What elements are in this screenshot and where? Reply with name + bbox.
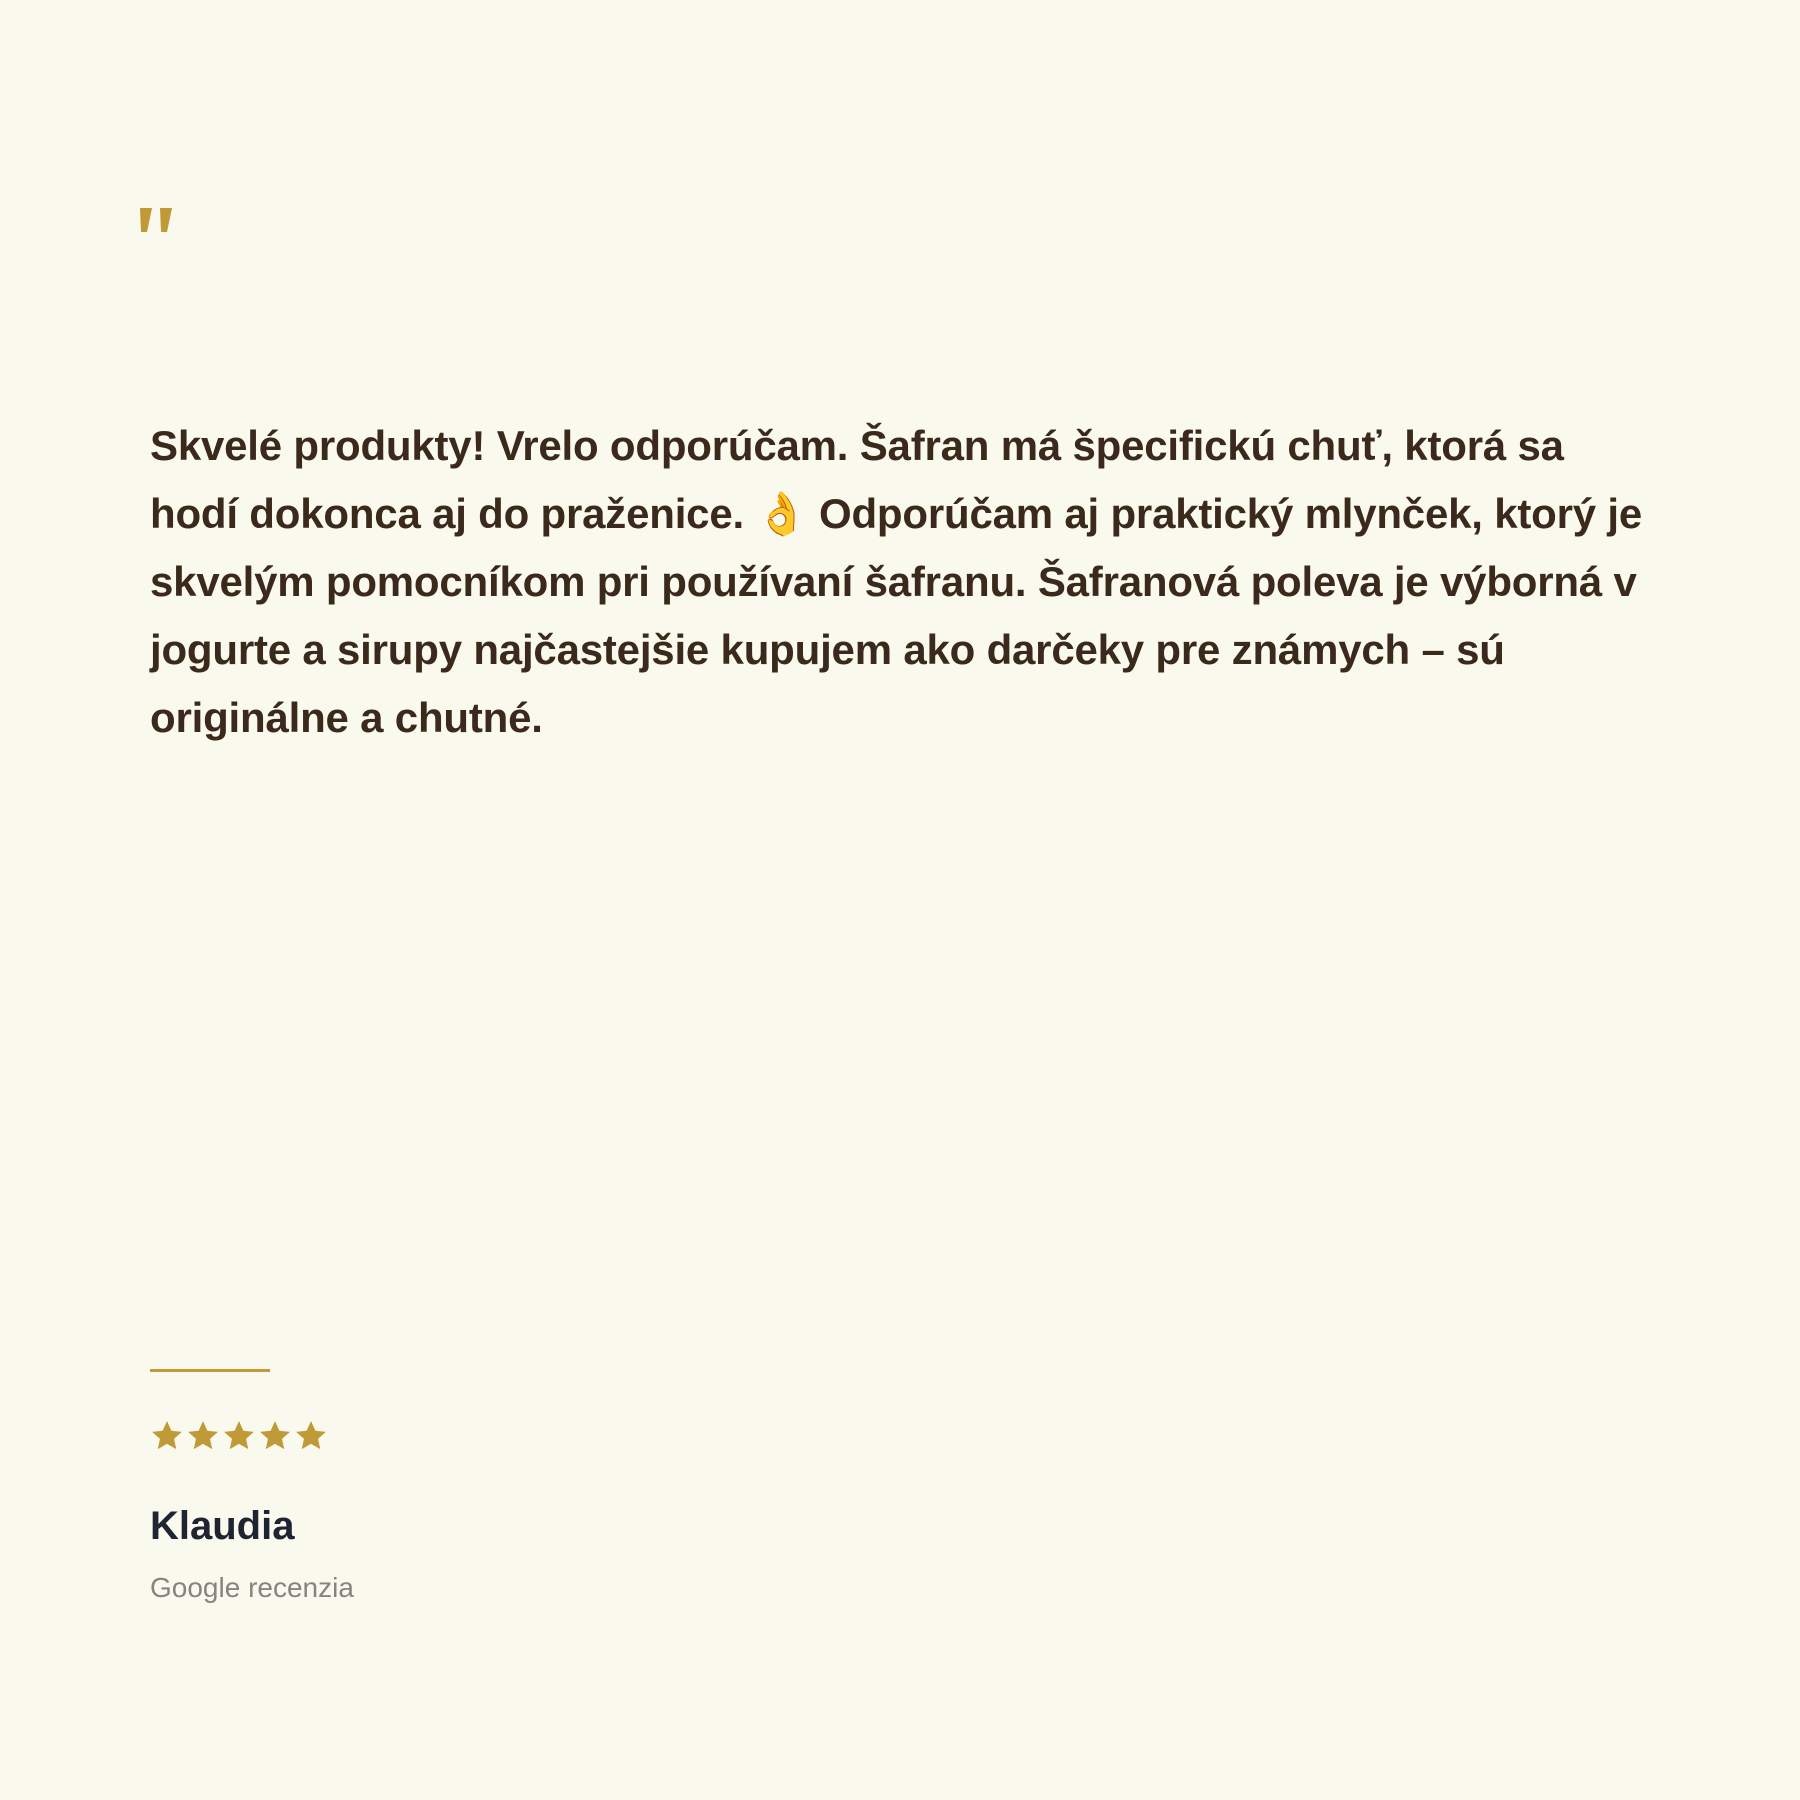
star-icon	[150, 1418, 184, 1454]
star-icon	[222, 1418, 256, 1454]
star-icon	[294, 1418, 328, 1454]
reviewer-name: Klaudia	[150, 1504, 295, 1548]
star-icon	[258, 1418, 292, 1454]
review-text: Skvelé produkty! Vrelo odporúčam. Šafran má špecifickú chuť, ktorá sa hodí dokonca aj do praženice. 👌 Odporúčam aj praktický mlynček, ktorý je skvelým pomocníkom pri používaní šafranu. Šafranová poleva je výborná v jogurte a sirupy najčastejšie kupujem ako darčeky pre známych – sú originálne a chutné.	[150, 422, 1643, 741]
divider	[150, 1369, 270, 1372]
quote-icon	[138, 206, 178, 262]
star-rating	[150, 1418, 328, 1462]
review-source: Google recenzia	[150, 1572, 354, 1603]
star-icon	[186, 1418, 220, 1454]
